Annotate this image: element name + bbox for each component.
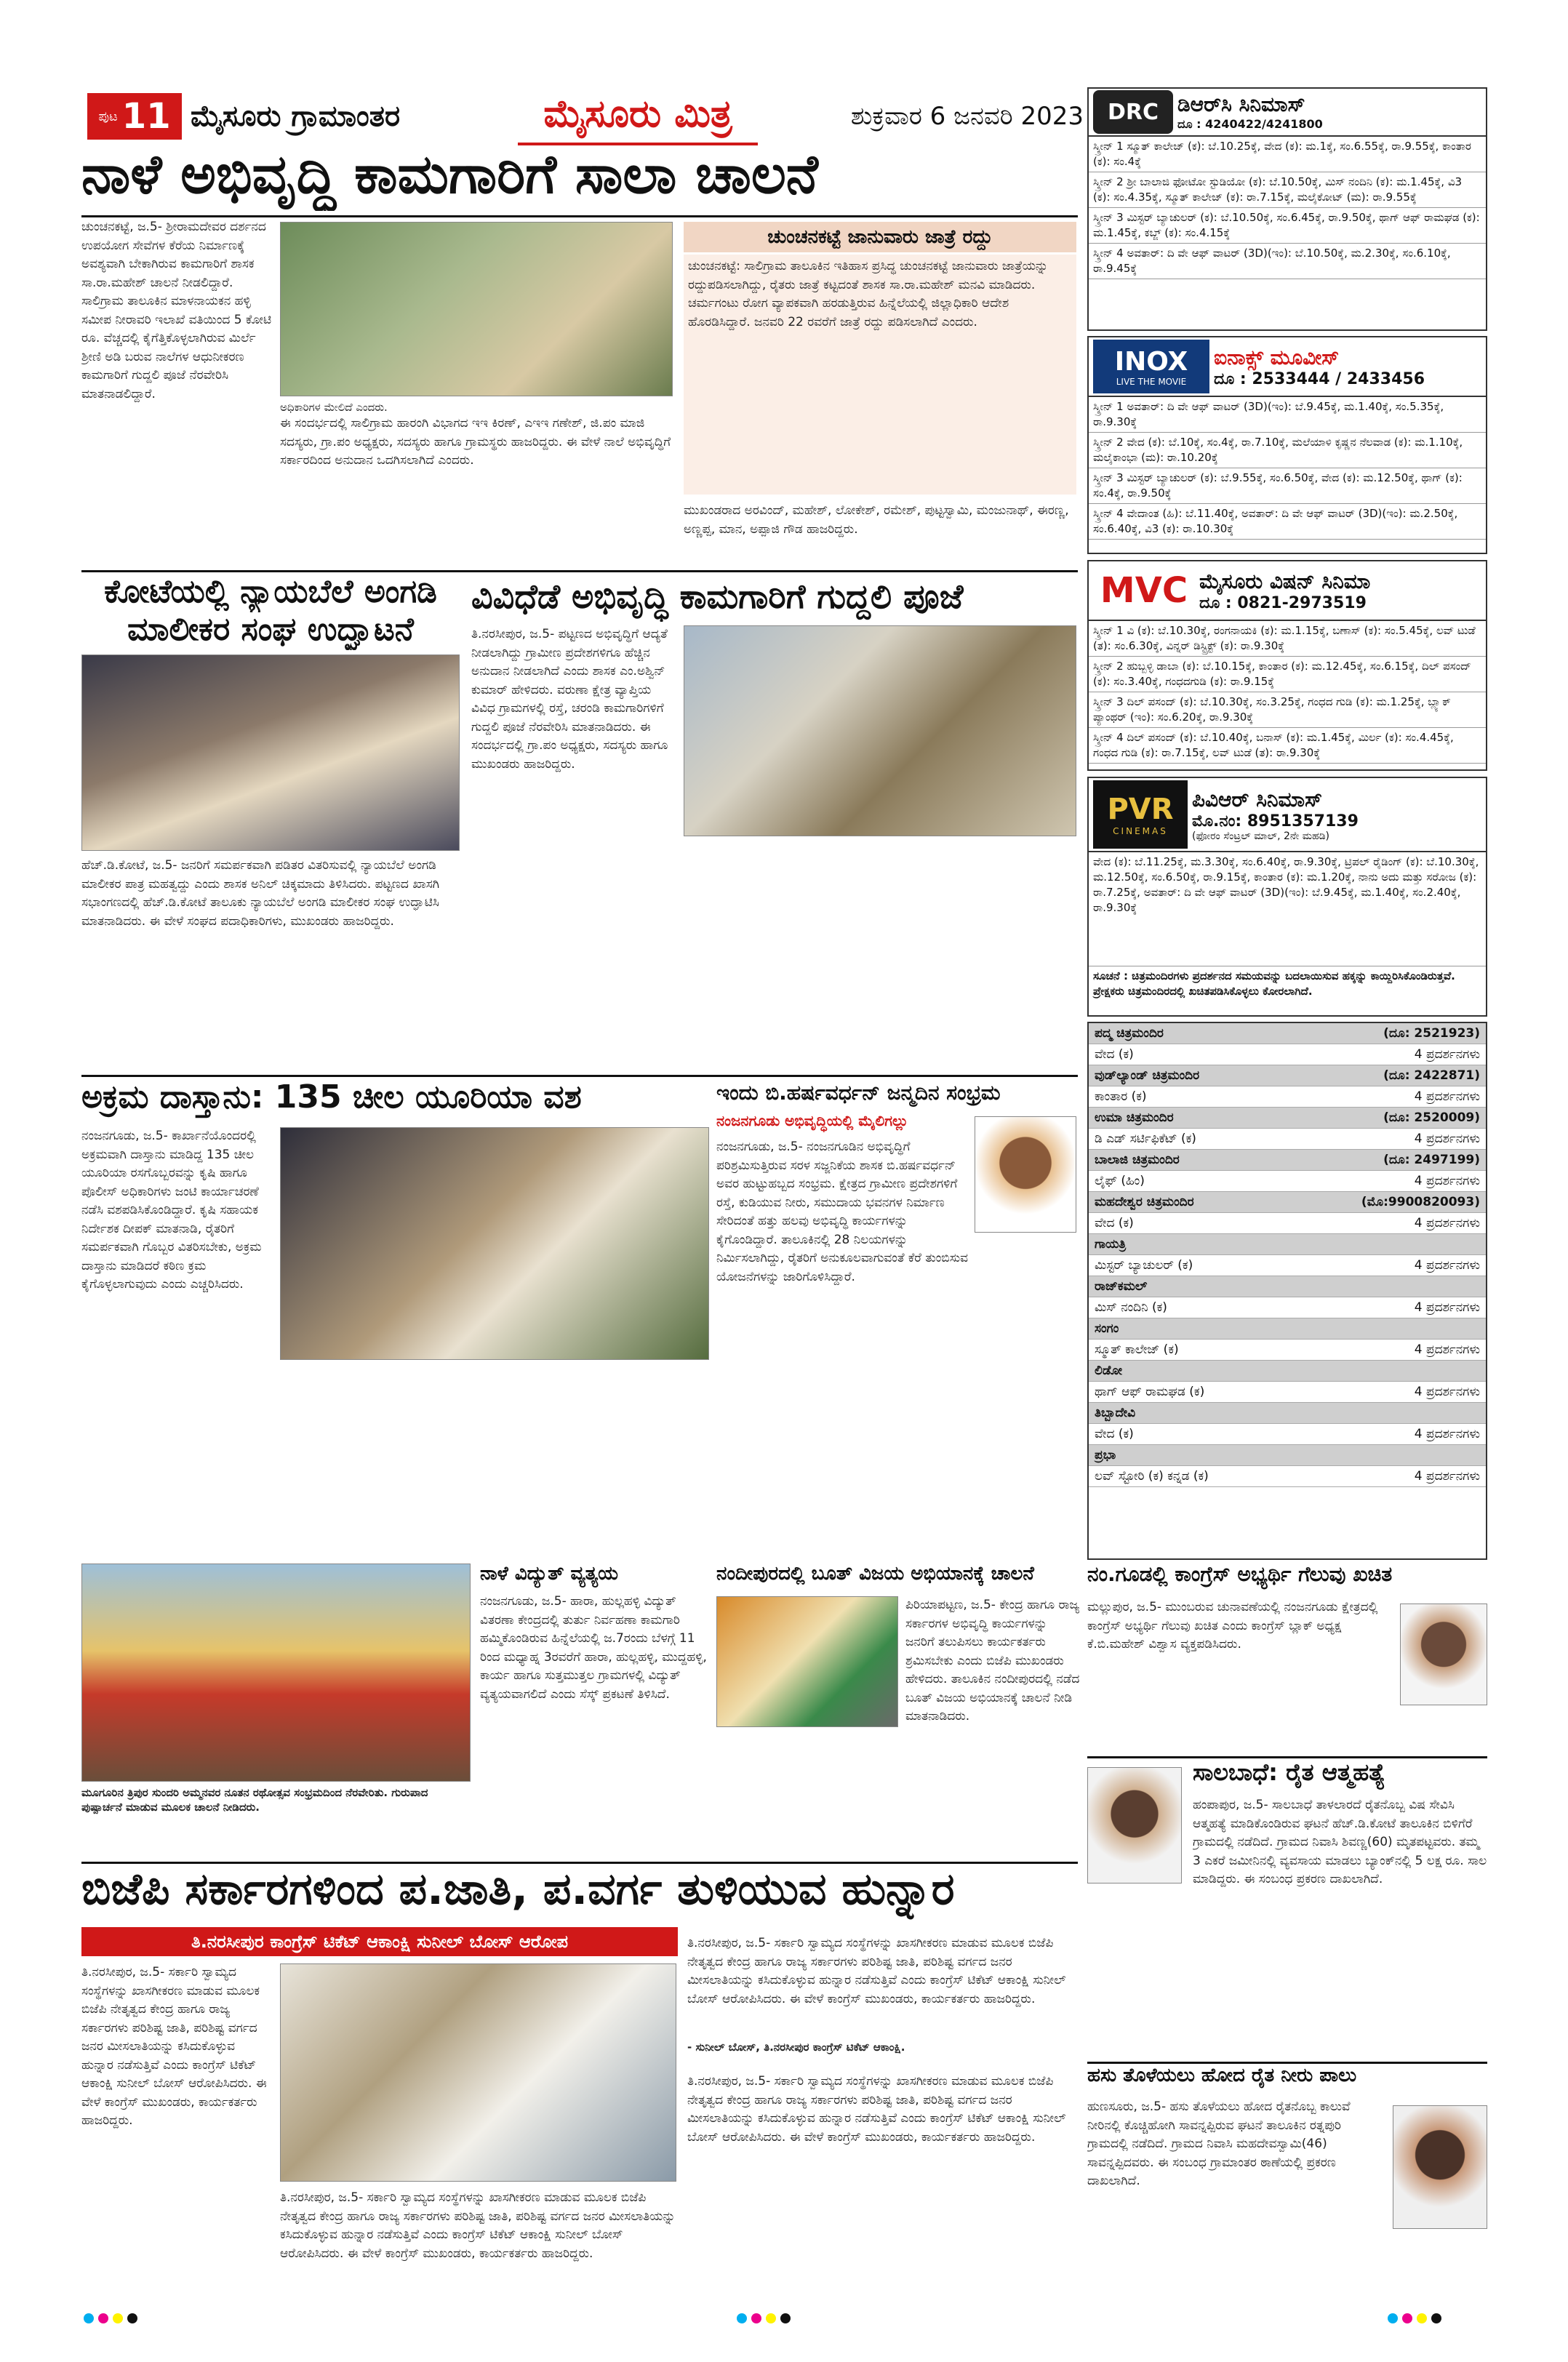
inox-screen-3: ಸ್ಕ್ರೀನ್ 3 ಮಿಸ್ಟರ್ ಬ್ಯಾಚುಲರ್ (ಕ): ಬೆ.9.55ಕ್ಕೆ, ಸಂ.6.50ಕ್ಕೆ, ವೇದ (ಕ): ಮ.12.50ಕ್ಕೆ, ಥಾಗ್ (ಕ): ಸಂ.4ಕ್ಕೆ, ರಾ.9.50ಕ್ಕೆ	[1089, 468, 1486, 504]
urea-body: ನಂಜನಗೂಡು, ಜ.5- ಕಾರ್ಖಾನೆಯೊಂದರಲ್ಲಿ ಅಕ್ರಮವಾಗಿ ದಾಸ್ತಾನು ಮಾಡಿದ್ದ 135 ಚೀಲ ಯೂರಿಯಾ ರಸಗೊಬ್ಬರವನ್ನು ಕೃಷಿ ಹಾಗೂ ಪೊಲೀಸ್ ಅಧಿಕಾರಿಗಳು ಜಂಟಿ ಕಾರ್ಯಾಚರಣೆ ನಡೆಸಿ ವಶಪಡಿಸಿಕೊಂಡಿದ್ದಾರೆ. ಕೃಷಿ ಸಹಾಯಕ ನಿರ್ದೇಶಕ ದೀಪಕ್ ಮಾತನಾಡಿ, ರೈತರಿಗೆ ಸಮರ್ಪಕವಾಗಿ ಗೊಬ್ಬರ ವಿತರಿಸಬೇಕು, ಅಕ್ರಮ ದಾಸ್ತಾನು ಮಾಡಿದರೆ ಕಠಿಣ ಕ್ರಮ ಕೈಗೊಳ್ಳಲಾಗುವುದು ಎಂದು ಎಚ್ಚರಿಸಿದರು.	[81, 1129, 262, 1292]
suicide-body: ಹಂಪಾಪುರ, ಜ.5- ಸಾಲಬಾಧೆ ತಾಳಲಾರದೆ ರೈತನೊಬ್ಬ ವಿಷ ಸೇವಿಸಿ ಆತ್ಮಹತ್ಯೆ ಮಾಡಿಕೊಂಡಿರುವ ಘಟನೆ ಹೆಚ್.ಡಿ.ಕೋಟೆ ತಾಲೂಕಿನ ಬಿಳಿಗೆರೆ ಗ್ರಾಮದಲ್ಲಿ ನಡೆದಿದೆ. ಗ್ರಾಮದ ನಿವಾಸಿ ಶಿವಣ್ಣ(60) ಮೃತಪಟ್ಟವರು. ತಮ್ಮ 3 ಎಕರೆ ಜಮೀನಿನಲ್ಲಿ ವ್ಯವಸಾಯ ಮಾಡಲು ಬ್ಯಾಂಕ್‌ನಲ್ಲಿ 5 ಲಕ್ಷ ರೂ. ಸಾಲ ಮಾಡಿದ್ದರು. ಈ ಸಂಬಂಧ ಪ್ರಕರಣ ದಾಖಲಾಗಿದೆ.	[1193, 1798, 1487, 1886]
court-body: ಹೆಚ್.ಡಿ.ಕೋಟೆ, ಜ.5- ಜನರಿಗೆ ಸಮರ್ಪಕವಾಗಿ ಪಡಿತರ ವಿತರಿಸುವಲ್ಲಿ ನ್ಯಾಯಬೆಲೆ ಅಂಗಡಿ ಮಾಲೀಕರ ಪಾತ್ರ ಮಹತ್ವದ್ದು ಎಂದು ಶಾಸಕ ಅನಿಲ್ ಚಿಕ್ಕಮಾದು ತಿಳಿಸಿದರು. ಪಟ್ಟಣದ ಖಾಸಗಿ ಸಭಾಂಗಣದಲ್ಲಿ ಹೆಚ್.ಡಿ.ಕೋಟೆ ತಾಲೂಕು ನ್ಯಾಯಬೆಲೆ ಅಂಗಡಿ ಮಾಲೀಕರ ಸಂಘ ಉದ್ಘಾಟಿಸಿ ಮಾತನಾಡಿದರು. ಈ ವೇಳೆ ಸಂಘದ ಪದಾಧಿಕಾರಿಗಳು, ಮುಖಂಡರು ಹಾಜರಿದ್ದರು.	[81, 858, 440, 929]
theatre-phone	[1284, 1361, 1486, 1382]
bjp-body-right: ತಿ.ನರಸೀಪುರ, ಜ.5- ಸರ್ಕಾರಿ ಸ್ವಾಮ್ಯದ ಸಂಸ್ಥೆಗಳನ್ನು ಖಾಸಗೀಕರಣ ಮಾಡುವ ಮೂಲಕ ಬಿಜೆಪಿ ನೇತೃತ್ವದ ಕೇಂದ್ರ ಹಾಗೂ ರಾಜ್ಯ ಸರ್ಕಾರಗಳು ಪರಿಶಿಷ್ಟ ಜಾತಿ, ಪರಿಶಿಷ್ಟ ವರ್ಗದ ಜನರ ಮೀಸಲಾತಿಯನ್ನು ಕಸಿದುಕೊಳ್ಳುವ ಹುನ್ನಾರ ನಡೆಸುತ್ತಿವೆ ಎಂದು ಕಾಂಗ್ರೆಸ್ ಟಿಕೆಟ್ ಆಕಾಂಕ್ಷಿ ಸುನೀಲ್ ಬೋಸ್ ಆರೋಪಿಸಿದರು. ಈ ವೇಳೆ ಕಾಂಗ್ರೆಸ್ ಮುಖಂಡರು, ಕಾರ್ಯಕರ್ತರು ಹಾಜರಿದ್ದರು.	[687, 1936, 1066, 2006]
divider	[81, 570, 1078, 572]
suicide-portrait	[1087, 1767, 1182, 1883]
section-title: ಮೈಸೂರು ಗ್ರಾಮಾಂತರ	[191, 100, 401, 133]
mvc-screen-1: ಸ್ಕ್ರೀನ್ 1 ವಿ (ಕ): ಬೆ.10.30ಕ್ಕೆ, ರಂಗನಾಯಕಿ (ಕ): ಮ.1.15ಕ್ಕೆ, ಬಣಾಸ್ (ಕ): ಸಂ.5.45ಕ್ಕೆ, ಲವ್ ಟುಡೆ (ತ): ಸಂ.6.30ಕ್ಕೆ, ವಿನ್ನರ್ ಡಿಸ್ಟ್ರಿಕ್ಟ್ (ಕ): ರಾ.9.30ಕ್ಕೆ	[1089, 621, 1486, 657]
theatre-film-row	[1089, 1382, 1486, 1403]
film-shows: 4 ಪ್ರದರ್ಶನಗಳು	[1284, 1044, 1486, 1065]
film-shows: 4 ಪ್ರದರ್ಶನಗಳು	[1284, 1086, 1486, 1108]
film-title: ವೇದ (ಕ)	[1089, 1044, 1284, 1065]
mvc-phone: ದೂ : 0821-2973519	[1199, 593, 1367, 612]
power-headline: ನಾಳೆ ವಿದ್ಯುತ್ ವ್ಯತ್ಯಯ	[480, 1564, 619, 1585]
theatre-film-row	[1089, 1297, 1486, 1318]
inox-screen-1: ಸ್ಕ್ರೀನ್ 1 ಅವತಾರ್: ದಿ ವೇ ಆಫ್ ವಾಟರ್ (3D)(ಇಂ): ಬೆ.9.45ಕ್ಕೆ, ಮ.1.40ಕ್ಕೆ, ಸಂ.5.35ಕ್ಕೆ, ರಾ.9.30ಕ್ಕೆ	[1089, 397, 1486, 433]
power-body: ನಂಜನಗೂಡು, ಜ.5- ಹಾರಾ, ಹುಲ್ಲಹಳ್ಳಿ ವಿದ್ಯುತ್ ವಿತರಣಾ ಕೇಂದ್ರದಲ್ಲಿ ತುರ್ತು ನಿರ್ವಹಣಾ ಕಾಮಗಾರಿ ಹಮ್ಮಿಕೊಂಡಿರುವ ಹಿನ್ನೆಲೆಯಲ್ಲಿ ಜ.7ರಂದು ಬೆಳಗ್ಗೆ 11 ರಿಂದ ಮಧ್ಯಾಹ್ನ 3ರವರೆಗೆ ಹಾರಾ, ಹುಲ್ಲಹಳ್ಳಿ, ಮುದ್ದಹಳ್ಳಿ, ಕಾರ್ಯ ಹಾಗೂ ಸುತ್ತಮುತ್ತಲ ಗ್ರಾಮಗಳಲ್ಲಿ ವಿದ್ಯುತ್ ವ್ಯತ್ಯಯವಾಗಲಿದೆ ಎಂದು ಸೆಸ್ಕ್ ಪ್ರಕಟಣೆ ತಿಳಿಸಿದೆ.	[480, 1594, 707, 1702]
theatre-header-row	[1089, 1403, 1486, 1424]
inox-tagline: LIVE THE MOVIE	[1116, 376, 1187, 387]
film-title: ಮಿಸ್ ನಂದಿನಿ (ಕ)	[1089, 1297, 1284, 1318]
theatre-table	[1087, 1022, 1487, 1560]
court-headline-2: ಮಾಲೀಕರ ಸಂಘ ಉದ್ಘಾಟನೆ	[127, 612, 414, 648]
theatre-phone	[1284, 1276, 1486, 1297]
lead-caption: ಅಧಿಕಾರಿಗಳ ಮೇಲಿದೆ ಎಂದರು.	[280, 401, 388, 414]
pvr-logo-sub: CINEMAS	[1113, 826, 1168, 836]
theatre-phone: (ದೂ: 2521923)	[1284, 1023, 1486, 1044]
film-shows: 4 ಪ್ರದರ್ಶನಗಳು	[1284, 1382, 1486, 1403]
drown-headline: ಹಸು ತೊಳೆಯಲು ಹೋದ ರೈತ ನೀರು ಪಾಲು	[1087, 2065, 1357, 2086]
film-title: ಸ್ಮೂತ್ ಕಾಲೇಜ್ (ಕ)	[1089, 1340, 1284, 1361]
drc-screen-1: ಸ್ಕ್ರೀನ್ 1 ಸ್ಮೂತ್ ಕಾಲೇಜ್ (ಕ): ಬೆ.10.25ಕ್ಕೆ, ವೇದ (ಕ): ಮ.1ಕ್ಕೆ, ಸಂ.6.55ಕ್ಕೆ, ರಾ.9.55ಕ್ಕೆ, ಕಾಂತಾರ (ಕ): ಸಂ.4ಕ್ಕೆ	[1089, 137, 1486, 172]
birthday-portrait	[975, 1116, 1076, 1233]
mvc-screen-4: ಸ್ಕ್ರೀನ್ 4 ದಿಲ್ ಪಸಂದ್ (ಕ): ಬೆ.10.40ಕ್ಕೆ, ಬನಾಸ್ (ಕ): ಮ.1.45ಕ್ಕೆ, ಮಿರ್ಲ (ಕ): ಸಂ.4.45ಕ್ಕೆ, ಗಂಧದ ಗುಡಿ (ಕ): ರಾ.7.15ಕ್ಕೆ, ಲವ್ ಟುಡೆ (ತ): ರಾ.9.30ಕ್ಕೆ	[1089, 728, 1486, 764]
mvc-logo: MVC	[1100, 570, 1188, 611]
film-shows: 4 ಪ್ರದರ್ಶನಗಳು	[1284, 1297, 1486, 1318]
mvc-listing	[1087, 560, 1487, 771]
drc-name: ಡಿಆರ್‌ಸಿ ಸಿನಿಮಾಸ್	[1177, 92, 1305, 116]
theatre-name: ಬಾಲಾಜಿ ಚಿತ್ರಮಂದಿರ	[1089, 1150, 1284, 1171]
theatre-name: ಮಹದೇಶ್ವರ ಚಿತ್ರಮಂದಿರ	[1089, 1192, 1284, 1213]
pvr-phone: ಮೊ.ನಂ: 8951357139	[1192, 812, 1359, 830]
theatre-phone: (ಮೊ:9900820093)	[1284, 1192, 1486, 1213]
registration-marks-left	[81, 2313, 183, 2327]
theatre-header-row	[1089, 1361, 1486, 1382]
candidate-headline: ನಂ.ಗೂಡಲ್ಲಿ ಕಾಂಗ್ರೆಸ್ ಅಭ್ಯರ್ಥಿ ಗೆಲುವು ಖಚಿತ	[1087, 1564, 1393, 1586]
inox-logo-text: INOX	[1114, 346, 1188, 377]
drc-screen-3: ಸ್ಕ್ರೀನ್ 3 ಮಿಸ್ಟರ್ ಬ್ಯಾಚುಲರ್ (ಕ): ಬೆ.10.50ಕ್ಕೆ, ಸಂ.6.45ಕ್ಕೆ, ರಾ.9.50ಕ್ಕೆ, ಥಾಗ್ ಆಫ್ ರಾಮಘಡ (ಕ): ಮ.1.45ಕ್ಕೆ, ಕಬ್ಜ್ (ಕ): ಸಂ.4.15ಕ್ಕೆ	[1089, 208, 1486, 244]
bjp-body-continued: ತಿ.ನರಸೀಪುರ, ಜ.5- ಸರ್ಕಾರಿ ಸ್ವಾಮ್ಯದ ಸಂಸ್ಥೆಗಳನ್ನು ಖಾಸಗೀಕರಣ ಮಾಡುವ ಮೂಲಕ ಬಿಜೆಪಿ ನೇತೃತ್ವದ ಕೇಂದ್ರ ಹಾಗೂ ರಾಜ್ಯ ಸರ್ಕಾರಗಳು ಪರಿಶಿಷ್ಟ ಜಾತಿ, ಪರಿಶಿಷ್ಟ ವರ್ಗದ ಜನರ ಮೀಸಲಾತಿಯನ್ನು ಕಸಿದುಕೊಳ್ಳುವ ಹುನ್ನಾರ ನಡೆಸುತ್ತಿವೆ ಎಂದು ಕಾಂಗ್ರೆಸ್ ಟಿಕೆಟ್ ಆಕಾಂಕ್ಷಿ ಸುನೀಲ್ ಬೋಸ್ ಆರೋಪಿಸಿದರು. ಈ ವೇಳೆ ಕಾಂಗ್ರೆಸ್ ಮುಖಂಡರು, ಕಾರ್ಯಕರ್ತರು ಹಾಜರಿದ್ದರು.	[280, 2190, 676, 2261]
inox-phone: ದೂ : 2533444 / 2433456	[1214, 369, 1425, 388]
inox-logo	[1093, 340, 1209, 393]
lead-kicker: ಚುಂಚನಕಟ್ಟೆ ಜಾನುವಾರು ಜಾತ್ರೆ ರದ್ದು	[684, 222, 1076, 252]
theatre-phone	[1284, 1234, 1486, 1255]
registration-marks-right	[1385, 2313, 1487, 2327]
theatre-name: ವುಡ್‌ಲ್ಯಾಂಡ್ ಚಿತ್ರಮಂದಿರ	[1089, 1065, 1284, 1086]
court-headline-1: ಕೋಟೆಯಲ್ಲಿ ನ್ಯಾಯಬೆಲೆ ಅಂಗಡಿ	[104, 575, 437, 610]
drc-screen-4: ಸ್ಕ್ರೀನ್ 4 ಅವತಾರ್: ದಿ ವೇ ಆಫ್ ವಾಟರ್ (3D)(ಇಂ): ಬೆ.10.50ಕ್ಕೆ, ಮ.2.30ಕ್ಕೆ, ಸಂ.6.10ಕ್ಕೆ, ರಾ.9.45ಕ್ಕೆ	[1089, 244, 1486, 279]
booth-headline: ನಂದೀಪುರದಲ್ಲಿ ಬೂತ್ ವಿಜಯ ಅಭಿಯಾನಕ್ಕೆ ಚಾಲನೆ	[716, 1564, 1034, 1585]
theatre-film-row	[1089, 1086, 1486, 1108]
mvc-name: ಮೈಸೂರು ವಿಷನ್ ಸಿನಿಮಾ	[1199, 569, 1371, 593]
film-shows: 4 ಪ್ರದರ್ಶನಗಳು	[1284, 1171, 1486, 1192]
theatre-phone: (ದೂ: 2520009)	[1284, 1108, 1486, 1129]
candidate-body: ಮಲ್ಲುಪುರ, ಜ.5- ಮುಂಬರುವ ಚುನಾವಣೆಯಲ್ಲಿ ನಂಜನಗೂಡು ಕ್ಷೇತ್ರದಲ್ಲಿ ಕಾಂಗ್ರೆಸ್ ಅಭ್ಯರ್ಥಿ ಗೆಲುವು ಖಚಿತ ಎಂದು ಕಾಂಗ್ರೆಸ್ ಬ್ಲಾಕ್ ಅಧ್ಯಕ್ಷ ಕೆ.ಬಿ.ಮಹೇಶ್ ವಿಶ್ವಾಸ ವ್ಯಕ್ತಪಡಿಸಿದರು.	[1087, 1600, 1378, 1652]
urea-headline: ಅಕ್ರಮ ದಾಸ್ತಾನು: 135 ಚೀಲ ಯೂರಿಯಾ ವಶ	[81, 1080, 582, 1116]
theatre-name: ಉಮಾ ಚಿತ್ರಮಂದಿರ	[1089, 1108, 1284, 1129]
suicide-headline: ಸಾಲಬಾಧೆ: ರೈತ ಆತ್ಮಹತ್ಯೆ	[1193, 1760, 1385, 1786]
issue-date: ಶುಕ್ರವಾರ 6 ಜನವರಿ 2023	[850, 102, 1084, 131]
bjp-photo	[280, 1963, 676, 2182]
candidate-portrait	[1400, 1604, 1487, 1705]
theatre-name: ಪ್ರಭಾ	[1089, 1445, 1284, 1466]
film-title: ಕಾಂತಾರ (ಕ)	[1089, 1086, 1284, 1108]
lead-body-bottom: ಮುಖಂಡರಾದ ಅರವಿಂದ್, ಮಹೇಶ್, ಲೋಕೇಶ್, ರಮೇಶ್, ಪುಟ್ಟಸ್ವಾಮಿ, ಮಂಜುನಾಥ್, ಈರಣ್ಣ, ಅಣ್ಣಪ್ಪ, ಮಾನ, ಅಪ್ಪಾಜಿ ಗೌಡ ಹಾಜರಿದ್ದರು.	[684, 503, 1069, 537]
film-title: ಮಿಸ್ಟರ್ ಬ್ಯಾಚುಲರ್ (ಕ)	[1089, 1255, 1284, 1276]
theatre-phone: (ದೂ: 2422871)	[1284, 1065, 1486, 1086]
film-title: ಥಾಗ್ ಆಫ್ ರಾಮಘಡ (ಕ)	[1089, 1382, 1284, 1403]
theatre-name: ಗಾಯತ್ರಿ	[1089, 1234, 1284, 1255]
film-shows: 4 ಪ್ರದರ್ಶನಗಳು	[1284, 1340, 1486, 1361]
theatre-film-row	[1089, 1213, 1486, 1234]
pvr-shows: ವೇದ (ಕ): ಬೆ.11.25ಕ್ಕೆ, ಮ.3.30ಕ್ಕೆ, ಸಂ.6.40ಕ್ಕೆ, ರಾ.9.30ಕ್ಕೆ, ಟ್ರಿಪಲ್ ರೈಡಿಂಗ್ (ಕ): ಬೆ.10.30ಕ್ಕೆ, ಮ.12.50ಕ್ಕೆ, ಸಂ.6.50ಕ್ಕೆ, ರಾ.9.15ಕ್ಕೆ, ಕಾಂತಾರ (ಕ): ಮ.1.20ಕ್ಕೆ, ನಾನು ಅದು ಮತ್ತು ಸರೋಜ (ಕ): ರಾ.7.25ಕ್ಕೆ, ಅವತಾರ್: ದಿ ವೇ ಆಫ್ ವಾಟರ್ (3D)(ಇಂ): ಬೆ.9.45ಕ್ಕೆ, ಮ.1.40ಕ್ಕೆ, ಸಂ.2.40ಕ್ಕೆ, ರಾ.9.30ಕ್ಕೆ	[1089, 852, 1486, 966]
theatre-header-row	[1089, 1150, 1486, 1171]
theatre-name: ರಾಜ್‌ಕಮಲ್	[1089, 1276, 1284, 1297]
film-title: ಲೈಫ್ (ಹಿಂ)	[1089, 1171, 1284, 1192]
film-title: ವೇದ (ಕ)	[1089, 1213, 1284, 1234]
works-photo	[684, 625, 1076, 836]
birthday-headline: ಇಂದು ಬಿ.ಹರ್ಷವರ್ಧನ್ ಜನ್ಮದಿನ ಸಂಭ್ರಮ	[716, 1082, 1001, 1105]
theatre-header-row	[1089, 1108, 1486, 1129]
lead-headline: ನಾಳೆ ಅಭಿವೃದ್ಧಿ ಕಾಮಗಾರಿಗೆ ಸಾಲಾ ಚಾಲನೆ	[81, 145, 818, 206]
film-shows: 4 ಪ್ರದರ್ಶನಗಳು	[1284, 1129, 1486, 1150]
film-title: ಲವ್ ಸ್ಟೋರಿ (ಕ) ಕನ್ನಡ (ಕ)	[1089, 1466, 1284, 1487]
page-number-badge	[87, 93, 182, 140]
works-body: ತಿ.ನರಸೀಪುರ, ಜ.5- ಪಟ್ಟಣದ ಅಭಿವೃದ್ಧಿಗೆ ಆದ್ಯತೆ ನೀಡಲಾಗಿದ್ದು ಗ್ರಾಮೀಣ ಪ್ರದೇಶಗಳಿಗೂ ಹೆಚ್ಚಿನ ಅನುದಾನ ನೀಡಲಾಗಿದೆ ಎಂದು ಶಾಸಕ ಎಂ.ಅಶ್ವಿನ್ ಕುಮಾರ್ ಹೇಳಿದರು. ವರುಣಾ ಕ್ಷೇತ್ರ ವ್ಯಾಪ್ತಿಯ ವಿವಿಧ ಗ್ರಾಮಗಳಲ್ಲಿ ರಸ್ತೆ, ಚರಂಡಿ ಕಾಮಗಾರಿಗಳಿಗೆ ಗುದ್ದಲಿ ಪೂಜೆ ನೆರವೇರಿಸಿ ಮಾತನಾಡಿದರು. ಈ ಸಂದರ್ಭದಲ್ಲಿ ಗ್ರಾ.ಪಂ ಅಧ್ಯಕ್ಷರು, ಸದಸ್ಯರು ಹಾಗೂ ಮುಖಂಡರು ಹಾಜರಿದ್ದರು.	[471, 627, 668, 772]
film-shows: 4 ಪ್ರದರ್ಶನಗಳು	[1284, 1466, 1486, 1487]
theatre-film-row	[1089, 1044, 1486, 1065]
theatre-film-row	[1089, 1466, 1486, 1487]
pvr-listing	[1087, 777, 1487, 1017]
theatre-phone	[1284, 1403, 1486, 1424]
theatre-name: ಪದ್ಮ ಚಿತ್ರಮಂದಿರ	[1089, 1023, 1284, 1044]
works-headline: ವಿವಿಧೆಡೆ ಅಭಿವೃದ್ಧಿ ಕಾಮಗಾರಿಗೆ ಗುದ್ದಲಿ ಪೂಜೆ	[471, 578, 964, 616]
court-photo	[81, 654, 460, 851]
theatre-header-row	[1089, 1023, 1486, 1044]
page-label: ಪುಟ	[98, 108, 118, 124]
pvr-note: ಸೂಚನೆ : ಚಿತ್ರಮಂದಿರಗಳು ಪ್ರದರ್ಶನದ ಸಮಯವನ್ನು ಬದಲಾಯಿಸುವ ಹಕ್ಕನ್ನು ಕಾಯ್ದಿರಿಸಿಕೊಂಡಿರುತ್ತವೆ. ಪ್ರೇಕ್ಷಕರು ಚಿತ್ರಮಂದಿರದಲ್ಲಿ ಖಚಿತಪಡಿಸಿಕೊಳ್ಳಲು ಕೋರಲಾಗಿದೆ.	[1093, 969, 1455, 998]
pvr-address: (ಫೋರಂ ಸೆಂಟ್ರಲ್ ಮಾಲ್, 2ನೇ ಮಹಡಿ)	[1192, 830, 1329, 842]
film-shows: 4 ಪ್ರದರ್ಶನಗಳು	[1284, 1255, 1486, 1276]
theatre-header-row	[1089, 1065, 1486, 1086]
theatre-header-row	[1089, 1234, 1486, 1255]
theatre-header-row	[1089, 1192, 1486, 1213]
film-title: ಡಿ ಎಡ್ ಸರ್ಟಿಫಿಕೆಟ್ (ಕ)	[1089, 1129, 1284, 1150]
theatre-film-row	[1089, 1340, 1486, 1361]
film-shows: 4 ಪ್ರದರ್ಶನಗಳು	[1284, 1213, 1486, 1234]
drown-body: ಹುಣಸೂರು, ಜ.5- ಹಸು ತೊಳೆಯಲು ಹೋದ ರೈತನೊಬ್ಬ ಕಾಲುವೆ ನೀರಿನಲ್ಲಿ ಕೊಚ್ಚಿಹೋಗಿ ಸಾವನ್ನಪ್ಪಿರುವ ಘಟನೆ ತಾಲೂಕಿನ ರತ್ನಪುರಿ ಗ್ರಾಮದಲ್ಲಿ ನಡೆದಿದೆ. ಗ್ರಾಮದ ನಿವಾಸಿ ಮಹದೇವಸ್ವಾಮಿ(46) ಸಾವನ್ನಪ್ಪಿದವರು. ಈ ಸಂಬಂಧ ಗ್ರಾಮಾಂತರ ಠಾಣೆಯಲ್ಲಿ ಪ್ರಕರಣ ದಾಖಲಾಗಿದೆ.	[1087, 2099, 1351, 2188]
theatre-film-row	[1089, 1255, 1486, 1276]
film-shows: 4 ಪ್ರದರ್ಶನಗಳು	[1284, 1424, 1486, 1445]
divider	[81, 215, 1078, 217]
theatre-film-row	[1089, 1171, 1486, 1192]
lead-body-mid: ಈ ಸಂದರ್ಭದಲ್ಲಿ ಸಾಲಿಗ್ರಾಮ ಹಾರಂಗಿ ವಿಭಾಗದ ಇಇ ಕಿರಣ್, ಎಇಇ ಗಣೇಶ್, ಜಿ.ಪಂ ಮಾಜಿ ಸದಸ್ಯರು, ಗ್ರಾ.ಪಂ ಅಧ್ಯಕ್ಷರು, ಸದಸ್ಯರು ಹಾಗೂ ಗ್ರಾಮಸ್ಥರು ಹಾಜರಿದ್ದರು. ಈ ವೇಳೆ ನಾಲೆ ಅಭಿವೃದ್ಧಿಗೆ ಸರ್ಕಾರದಿಂದ ಅನುದಾನ ಒದಗಿಸಲಾಗಿದೆ ಎಂದರು.	[280, 416, 671, 468]
theatre-name: ಸಂಗಂ	[1089, 1318, 1284, 1340]
lead-body-left: ಚುಂಚನಕಟ್ಟೆ, ಜ.5- ಶ್ರೀರಾಮದೇವರ ದರ್ಶನದ ಉಪಯೋಗ ಸೇವೆಗಳ ಕೆರೆಯ ನಿರ್ಮಾಣಕ್ಕೆ ಅವಶ್ಯವಾಗಿ ಬೇಕಾಗಿರುವ ಕಾಮಗಾರಿಗೆ ಶಾಸಕ ಸಾ.ರಾ.ಮಹೇಶ್ ಚಾಲನೆ ನೀಡಲಿದ್ದಾರೆ. ಸಾಲಿಗ್ರಾಮ ತಾಲೂಕಿನ ಮಾಳನಾಯಕನ ಹಳ್ಳಿ ಸಮೀಪ ನೀರಾವರಿ ಇಲಾಖೆ ವತಿಯಿಂದ 5 ಕೋಟಿ ರೂ. ವೆಚ್ಚದಲ್ಲಿ ಕೈಗೆತ್ತಿಕೊಳ್ಳಲಾಗಿರುವ ಮಿರ್ಲೆ ಶ್ರೀಣಿ ಅಡಿ ಬರುವ ನಾಲೆಗಳ ಆಧುನೀಕರಣ ಕಾಮಗಾರಿಗೆ ಗುದ್ದಲಿ ಪೂಜೆ ನೆರವೇರಿಸಿ ಮಾತನಾಡಲಿದ್ದಾರೆ.	[81, 220, 272, 401]
lead-kicker-body: ಚುಂಚನಕಟ್ಟೆ: ಸಾಲಿಗ್ರಾಮ ತಾಲೂಕಿನ ಇತಿಹಾಸ ಪ್ರಸಿದ್ಧ ಚುಂಚನಕಟ್ಟೆ ಜಾನುವಾರು ಜಾತ್ರೆಯನ್ನು ರದ್ದುಪಡಿಸಲಾಗಿದ್ದು, ರೈತರು ಜಾತ್ರೆ ಕಟ್ಟದಂತೆ ಶಾಸಕ ಸಾ.ರಾ.ಮಹೇಶ್ ಮನವಿ ಮಾಡಿದರು. ಚರ್ಮಗಂಟು ರೋಗ ವ್ಯಾಪಕವಾಗಿ ಹರಡುತ್ತಿರುವ ಹಿನ್ನೆಲೆಯಲ್ಲಿ ಜಿಲ್ಲಾಧಿಕಾರಿ ಆದೇಶ ಹೊರಡಿಸಿದ್ದಾರೆ. ಜನವರಿ 22 ರವರೆಗೆ ಜಾತ್ರೆ ರದ್ದು ಪಡಿಸಲಾಗಿದೆ ಎಂದರು.	[684, 255, 1076, 495]
inox-listing	[1087, 336, 1487, 554]
theatre-phone: (ದೂ: 2497199)	[1284, 1150, 1486, 1171]
theatre-film-row	[1089, 1129, 1486, 1150]
film-title: ವೇದ (ಕ)	[1089, 1424, 1284, 1445]
divider	[81, 1862, 1078, 1864]
drown-portrait	[1393, 2105, 1487, 2229]
temple-photo	[81, 1564, 471, 1782]
inox-name: ಐನಾಕ್ಸ್ ಮೂವೀಸ್	[1214, 345, 1340, 369]
drc-screen-2: ಸ್ಕ್ರೀನ್ 2 ಶ್ರೀ ಬಾಲಾಜಿ ಫೋಟೋ ಸ್ಟುಡಿಯೋ (ಕ): ಬೆ.10.50ಕ್ಕೆ, ಮಿಸ್ ನಂದಿನಿ (ಕ): ಮ.1.45ಕ್ಕೆ, ವಿ3 (ಕ): ಸಂ.4.35ಕ್ಕೆ, ಸ್ಮೂತ್ ಕಾಲೇಜ್ (ಕ): ರಾ.7.15ಕ್ಕೆ, ಮಲೈಕೋಟ್ (ಮ): ರಾ.9.55ಕ್ಕೆ	[1089, 172, 1486, 208]
theatre-name: ಲಿಡೋ	[1089, 1361, 1284, 1382]
theatre-film-row	[1089, 1424, 1486, 1445]
birthday-kicker: ನಂಜನಗೂಡು ಅಭಿವೃದ್ಧಿಯಲ್ಲಿ ಮೈಲಿಗಲ್ಲು	[716, 1113, 908, 1129]
mvc-screen-3: ಸ್ಕ್ರೀನ್ 3 ದಿಲ್ ಪಸಂದ್ (ಕ): ಬೆ.10.30ಕ್ಕೆ, ಸಂ.3.25ಕ್ಕೆ, ಗಂಧದ ಗುಡಿ (ಕ): ಮ.1.25ಕ್ಕೆ, ಬ್ಲ್ಯಾಕ್ ಪ್ಯಾಂಥರ್ (ಇಂ): ಸಂ.6.20ಕ್ಕೆ, ರಾ.9.30ಕ್ಕೆ	[1089, 692, 1486, 728]
theatre-header-row	[1089, 1276, 1486, 1297]
page-number: 11	[121, 96, 171, 137]
theatre-list	[1089, 1023, 1486, 1487]
inox-screen-4: ಸ್ಕ್ರೀನ್ 4 ವೇದಾಂತ (ಹಿ): ಬೆ.11.40ಕ್ಕೆ, ಅವತಾರ್: ದಿ ವೇ ಆಫ್ ವಾಟರ್ (3D)(ಇಂ): ಮ.2.50ಕ್ಕೆ, ಸಂ.6.40ಕ್ಕೆ, ವಿ3 (ಕ): ರಾ.10.30ಕ್ಕೆ	[1089, 504, 1486, 540]
drc-listing	[1087, 87, 1487, 331]
bjp-quote: - ಸುನೀಲ್ ಬೋಸ್, ತಿ.ನರಸೀಪುರ ಕಾಂಗ್ರೆಸ್ ಟಿಕೆಟ್ ಆಕಾಂಕ್ಷಿ.	[687, 2041, 905, 2054]
temple-caption: ಮೂಗೂರಿನ ತ್ರಿಪುರ ಸುಂದರಿ ಅಮ್ಮನವರ ನೂತನ ರಥೋತ್ಸವ ಸಂಭ್ರಮದಿಂದ ನೆರವೇರಿತು. ಗುರುಪಾದ ಪುಷ್ಪಾರ್ಚನೆ ಮಾಡುವ ಮೂಲಕ ಚಾಲನೆ ನೀಡಿದರು.	[81, 1786, 428, 1814]
divider	[81, 1075, 1078, 1077]
theatre-name: ತಿಬ್ಬಾದೇವಿ	[1089, 1403, 1284, 1424]
theatre-phone	[1284, 1445, 1486, 1466]
drc-logo: DRC	[1093, 90, 1173, 134]
pvr-name: ಪಿವಿಆರ್ ಸಿನಿಮಾಸ್	[1192, 787, 1323, 812]
bjp-body: ತಿ.ನರಸೀಪುರ, ಜ.5- ಸರ್ಕಾರಿ ಸ್ವಾಮ್ಯದ ಸಂಸ್ಥೆಗಳನ್ನು ಖಾಸಗೀಕರಣ ಮಾಡುವ ಮೂಲಕ ಬಿಜೆಪಿ ನೇತೃತ್ವದ ಕೇಂದ್ರ ಹಾಗೂ ರಾಜ್ಯ ಸರ್ಕಾರಗಳು ಪರಿಶಿಷ್ಟ ಜಾತಿ, ಪರಿಶಿಷ್ಟ ವರ್ಗದ ಜನರ ಮೀಸಲಾತಿಯನ್ನು ಕಸಿದುಕೊಳ್ಳುವ ಹುನ್ನಾರ ನಡೆಸುತ್ತಿವೆ ಎಂದು ಕಾಂಗ್ರೆಸ್ ಟಿಕೆಟ್ ಆಕಾಂಕ್ಷಿ ಸುನೀಲ್ ಬೋಸ್ ಆರೋಪಿಸಿದರು. ಈ ವೇಳೆ ಕಾಂಗ್ರೆಸ್ ಮುಖಂಡರು, ಕಾರ್ಯಕರ್ತರು ಹಾಜರಿದ್ದರು.	[81, 1965, 267, 2128]
booth-body: ಪಿರಿಯಾಪಟ್ಟಣ, ಜ.5- ಕೇಂದ್ರ ಹಾಗೂ ರಾಜ್ಯ ಸರ್ಕಾರಗಳ ಅಭಿವೃದ್ಧಿ ಕಾರ್ಯಗಳನ್ನು ಜನರಿಗೆ ತಲುಪಿಸಲು ಕಾರ್ಯಕರ್ತರು ಶ್ರಮಿಸಬೇಕು ಎಂದು ಬಿಜೆಪಿ ಮುಖಂಡರು ಹೇಳಿದರು. ತಾಲೂಕಿನ ನಂದೀಪುರದಲ್ಲಿ ನಡೆದ ಬೂತ್ ವಿಜಯ ಅಭಿಯಾನಕ್ಕೆ ಚಾಲನೆ ನೀಡಿ ಮಾತನಾಡಿದರು.	[905, 1598, 1080, 1724]
birthday-body: ನಂಜನಗೂಡು, ಜ.5- ನಂಜನಗೂಡಿನ ಅಭಿವೃದ್ಧಿಗೆ ಪರಿಶ್ರಮಿಸುತ್ತಿರುವ ಸರಳ ಸಜ್ಜನಿಕೆಯ ಶಾಸಕ ಬಿ.ಹರ್ಷವರ್ಧನ್ ಅವರ ಹುಟ್ಟುಹಬ್ಬದ ಸಂಭ್ರಮ. ಕ್ಷೇತ್ರದ ಗ್ರಾಮೀಣ ಪ್ರದೇಶಗಳಿಗೆ ರಸ್ತೆ, ಕುಡಿಯುವ ನೀರು, ಸಮುದಾಯ ಭವನಗಳ ನಿರ್ಮಾಣ ಸೇರಿದಂತೆ ಹತ್ತು ಹಲವು ಅಭಿವೃದ್ಧಿ ಕಾರ್ಯಗಳನ್ನು ಕೈಗೊಂಡಿದ್ದಾರೆ. ತಾಲೂಕಿನಲ್ಲಿ 28 ನಿಲಯಗಳನ್ನು ನಿರ್ಮಿಸಲಾಗಿದ್ದು, ರೈತರಿಗೆ ಅನುಕೂಲವಾಗುವಂತೆ ಕೆರೆ ತುಂಬಿಸುವ ಯೋಜನೆಗಳನ್ನು ಜಾರಿಗೊಳಿಸಿದ್ದಾರೆ.	[716, 1140, 969, 1284]
divider	[1087, 1756, 1487, 1758]
divider	[1087, 2062, 1487, 2064]
bjp-headline: ಬಿಜೆಪಿ ಸರ್ಕಾರಗಳಿಂದ ಪ.ಜಾತಿ, ಪ.ವರ್ಗ ತುಳಿಯುವ ಹುನ್ನಾರ	[81, 1865, 955, 1915]
booth-photo	[716, 1596, 898, 1727]
paper-logo: ಮೈಸೂರು ಮಿತ್ರ	[518, 86, 758, 145]
inox-screen-2: ಸ್ಕ್ರೀನ್ 2 ವೇದ (ಕ): ಬೆ.10ಕ್ಕೆ, ಸಂ.4ಕ್ಕೆ, ರಾ.7.10ಕ್ಕೆ, ಮಲೆಯಾಳಿ ಕೃಷ್ಣನ ನೆಲವಾಡ (ಕ): ಮ.1.10ಕ್ಕೆ, ಮಲೈಕಾಂಭಾ (ಮ): ರಾ.10.20ಕ್ಕೆ	[1089, 433, 1486, 468]
lead-photo	[280, 222, 673, 396]
drc-phone: ದೂ : 4240422/4241800	[1177, 117, 1323, 131]
mvc-screen-2: ಸ್ಕ್ರೀನ್ 2 ಹುಬ್ಬಳ್ಳಿ ಡಾಬಾ (ಕ): ಬೆ.10.15ಕ್ಕೆ, ಕಾಂತಾರ (ಕ): ಮ.12.45ಕ್ಕೆ, ಸಂ.6.15ಕ್ಕೆ, ದಿಲ್ ಪಸಂದ್ (ಕ): ಸಂ.3.40ಕ್ಕೆ, ಗಂಧದಗುಡಿ (ಕ): ರಾ.9.15ಕ್ಕೆ	[1089, 657, 1486, 692]
theatre-phone	[1284, 1318, 1486, 1340]
bjp-body-right-continued: ತಿ.ನರಸೀಪುರ, ಜ.5- ಸರ್ಕಾರಿ ಸ್ವಾಮ್ಯದ ಸಂಸ್ಥೆಗಳನ್ನು ಖಾಸಗೀಕರಣ ಮಾಡುವ ಮೂಲಕ ಬಿಜೆಪಿ ನೇತೃತ್ವದ ಕೇಂದ್ರ ಹಾಗೂ ರಾಜ್ಯ ಸರ್ಕಾರಗಳು ಪರಿಶಿಷ್ಟ ಜಾತಿ, ಪರಿಶಿಷ್ಟ ವರ್ಗದ ಜನರ ಮೀಸಲಾತಿಯನ್ನು ಕಸಿದುಕೊಳ್ಳುವ ಹುನ್ನಾರ ನಡೆಸುತ್ತಿವೆ ಎಂದು ಕಾಂಗ್ರೆಸ್ ಟಿಕೆಟ್ ಆಕಾಂಕ್ಷಿ ಸುನೀಲ್ ಬೋಸ್ ಆರೋಪಿಸಿದರು. ಈ ವೇಳೆ ಕಾಂಗ್ರೆಸ್ ಮುಖಂಡರು, ಕಾರ್ಯಕರ್ತರು ಹಾಜರಿದ್ದರು.	[687, 2074, 1066, 2145]
registration-marks-center	[735, 2313, 836, 2327]
theatre-header-row	[1089, 1318, 1486, 1340]
urea-photo	[280, 1127, 709, 1360]
bjp-redbar: ತಿ.ನರಸೀಪುರ ಕಾಂಗ್ರೆಸ್ ಟಿಕೆಟ್ ಆಕಾಂಕ್ಷಿ ಸುನೀಲ್ ಬೋಸ್ ಆರೋಪ	[81, 1927, 678, 1956]
pvr-logo-text: PVR	[1107, 793, 1174, 826]
pvr-logo	[1093, 780, 1188, 849]
theatre-header-row	[1089, 1445, 1486, 1466]
